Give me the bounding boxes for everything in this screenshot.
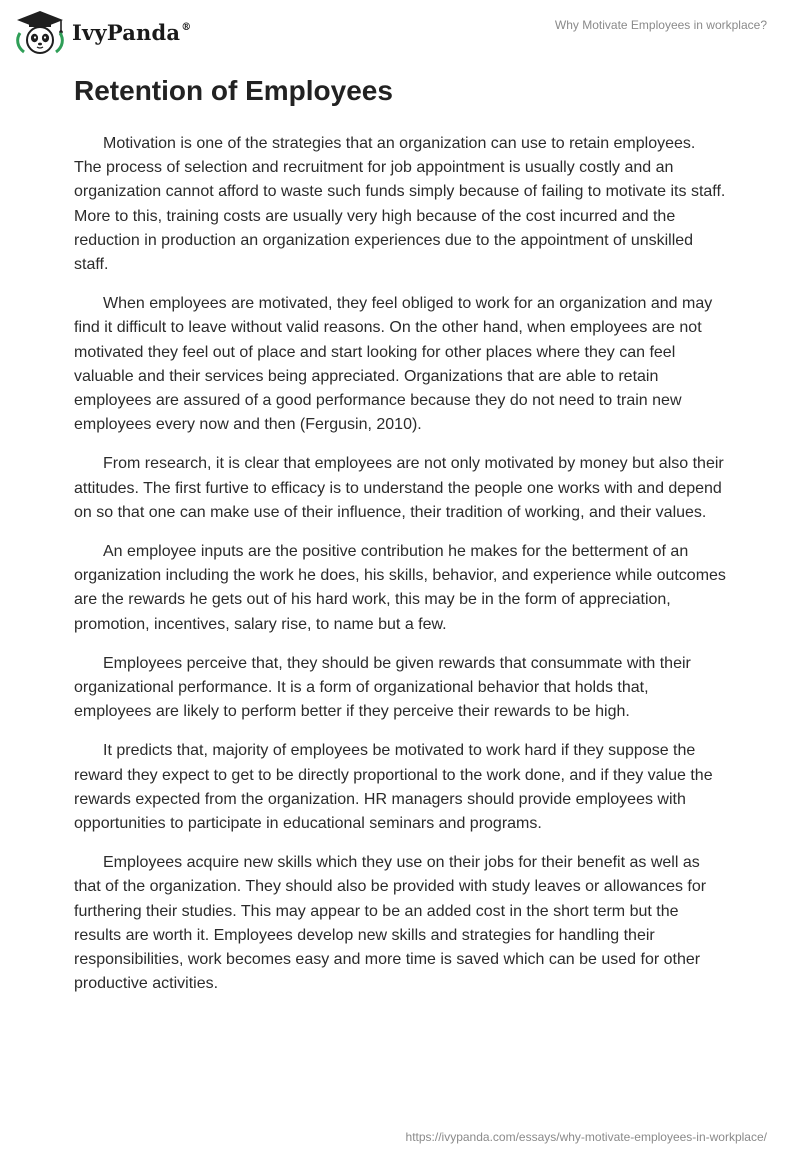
paragraph: Employees perceive that, they should be given rewards that consummate with their organizational performance. It is a form of organizational behavior that holds that, employees are likely to perform better if they perceive their rewards to be high. — [74, 654, 691, 721]
paragraph: Motivation is one of the strategies that an organization can use to retain employees. The process of selection and recruitment for job appointment is usually costly and an organization cannot afford to waste such funds simply because of failing to motivate its staff. More to this, training costs are usually very high because of the cost incurred and the reduction in production an organization experiences due to the appointment of unskilled staff. — [74, 135, 726, 274]
source-url[interactable]: https://ivypanda.com/essays/why-motivate-employees-in-workplace/ — [405, 1130, 767, 1144]
ivypanda-logo[interactable] — [14, 9, 191, 55]
paragraph: An employee inputs are the positive contribution he makes for the betterment of an organization including the work he does, his skills, behavior, and experience while outcomes are the rewards he gets out of his hard work, this may be in the form of appreciation, promotion, incentives, salary rise, to name but a few. — [74, 543, 726, 633]
paragraph-list — [74, 132, 726, 997]
section-heading: Retention of Employees — [74, 75, 393, 106]
paragraph: From research, it is clear that employees are not only motivated by money but also their attitudes. The first furtive to efficacy is to understand the people one works with and depend on so that one can make use of their influence, their tradition of working, and their values. — [74, 455, 724, 521]
page-header — [0, 0, 800, 64]
paragraph: When employees are motivated, they feel obliged to work for an organization and may find it difficult to leave without valid reasons. On the other hand, when employees are not motivated they feel out of place and start looking for other places where they can feel valuable and their services being appreciated. Organizations that are able to retain employees are assured of a good performance because they do not need to train new employees every now and then (Fergusin, 2010). — [74, 295, 713, 434]
registered-mark: ® — [181, 21, 192, 33]
paragraph: It predicts that, majority of employees be motivated to work hard if they suppose the reward they expect to get to be directly proportional to the work done, and if they value the rewards expected from the organization. HR managers should provide employees with opportunities to participate in educational seminars and programs. — [74, 742, 713, 833]
paragraph: Employees acquire new skills which they use on their jobs for their benefit as well as that of the organization. They should also be provided with study leaves or allowances for furthering their studies. This may appear to be an added cost in the short term but the results are worth it. Employees develop new skills and strategies for handling their responsibilities, work becomes easy and more time is saved which can be used for other productive activities. — [74, 854, 707, 993]
document-title: Why Motivate Employees in workplace? — [554, 18, 767, 32]
brand-name: IvyPanda® — [72, 19, 192, 45]
article-body — [74, 72, 726, 1012]
graduation-cap-panda-icon — [14, 9, 66, 55]
